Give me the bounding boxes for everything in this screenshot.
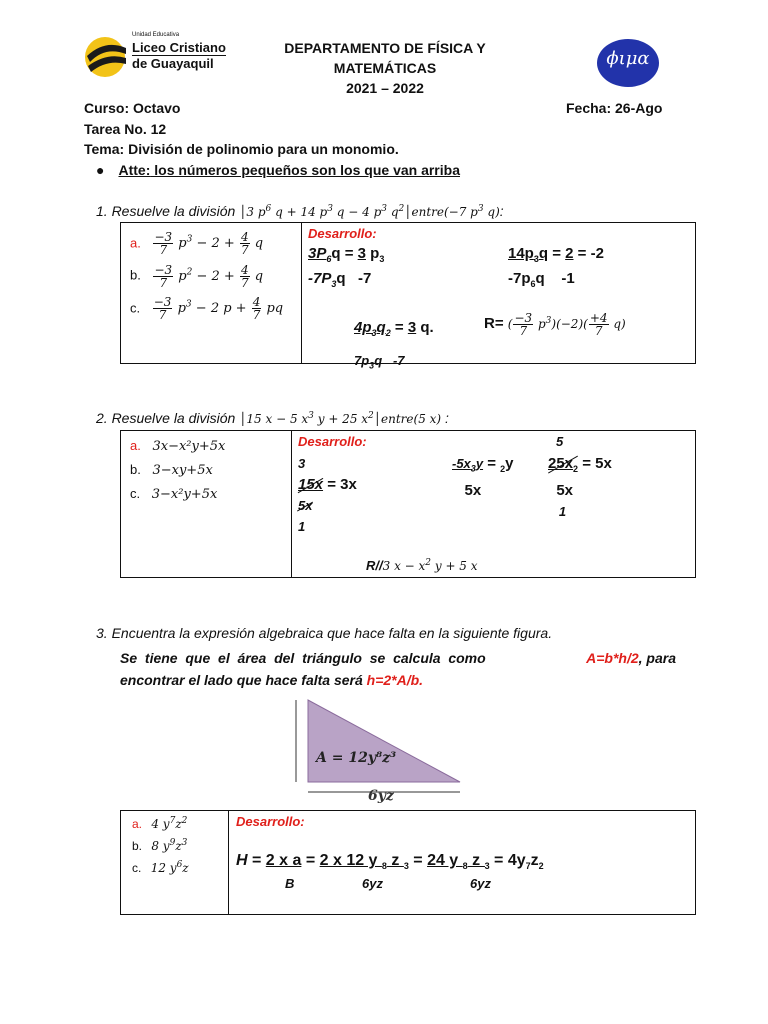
q3-option-b: b. 8 $y^9z^3$ xyxy=(132,838,188,853)
figure-area-label: A = 12y⁸z³ xyxy=(316,750,397,766)
q1-desarrollo: Desarrollo: xyxy=(308,226,377,241)
q1-result: R= ( $\frac{-3}{7}$ $p^3)(-2)$( $\frac{+4}{7}$ q) xyxy=(484,311,626,338)
school-logo xyxy=(82,32,232,80)
q1-option-c: c. $\frac{-3}{7}$ $p^3 - 2$ p + $\frac{4}{7}$ pq xyxy=(130,294,284,322)
q2-desarrollo: Desarrollo: xyxy=(298,434,367,449)
q3-options xyxy=(132,812,189,878)
q3-prompt: 3. Encuentra la expresión algebraica que hace falta en la siguiente figura. xyxy=(96,625,553,641)
figure-base-label: 6yz xyxy=(368,788,394,804)
q2-work-3: $25x_2 = 5x$ 5x 1 xyxy=(548,455,612,519)
page-title: DEPARTAMENTO DE FÍSICA Y MATEMÁTICAS 2021 – 2022 xyxy=(284,40,486,96)
q1-option-a: a. $\frac{-3}{7}$ $p^3 - 2$ + $\frac{4}{7}$ q xyxy=(130,230,264,258)
q2-option-c: c. 3−x²y+5x xyxy=(130,486,218,502)
q2-work-1: 3 15x = 3x 5x 1 xyxy=(298,456,357,534)
q2-answer: R//3 $x - x^2$ y + 5 x xyxy=(366,558,478,573)
q1-work-1: $3P_6q = 3$ $p_3$ $-7P_3q$ -7 xyxy=(308,245,385,289)
tarea: Tarea No. 12 xyxy=(84,121,167,137)
logo-small-text: Unidad Educativa xyxy=(132,32,180,38)
q3-den-1: 6yz xyxy=(362,876,383,891)
q3-work: H = 2 x a = 2 x 12 y $_8$ z $_3$ = 24 y $_8$ z $_3 = 4y_7z_2$ xyxy=(236,852,544,872)
logo-line2: de Guayaquil xyxy=(132,56,214,71)
q1-work-3: $4p_3q_2 = 3$ q. $7p_3q$ -7 xyxy=(354,319,434,371)
q3-option-a: a. 4 $y^7z^2$ xyxy=(132,816,188,831)
q3-b-label: B xyxy=(285,876,295,891)
fecha: Fecha: 26-Ago xyxy=(566,100,663,116)
q1-prompt: 1. Resuelve la división │3 $p^6$ q + 14 $p^3$ q − 4 $p^3$ $q^2│entre(-7$ $p^3$ q): xyxy=(96,203,504,219)
q2-work-2: $-5x_3y = _2y$ 5x xyxy=(452,455,514,499)
atte-note: ● Atte: los números pequeños son los que van arriba xyxy=(96,162,460,178)
q1-option-b: b. $\frac{-3}{7}$ $p^2 - 2$ + $\frac{4}{7}$ q xyxy=(130,262,264,290)
q3-desarrollo: Desarrollo: xyxy=(236,814,305,829)
q2-option-b: b. 3−xy+5x xyxy=(130,462,213,478)
q1-options xyxy=(130,226,283,323)
q3-option-c: c. 12 $y^6z$ xyxy=(132,860,189,875)
q2-prompt: 2. Resuelve la división │15 x − 5 $x^3$ y + 25 $x^2│entre(5$ x) : xyxy=(96,410,449,426)
triangle-figure xyxy=(288,694,464,806)
tema: Tema: División de polinomio para un monomio. xyxy=(84,141,399,157)
q3-explanation: Se tiene que el área del triángulo se calcula como A=b*h/2, para encontrar el lado que hace falta será h=2*A/b. xyxy=(120,650,676,688)
q3-den-2: 6yz xyxy=(470,876,491,891)
department-logo-text: ϕιμα xyxy=(606,48,650,69)
q1-work-2: $14p_3q = 2 = -2$ $-7p_6q$ -1 xyxy=(508,245,604,289)
department-logo xyxy=(596,38,660,88)
logo-line1: Liceo Cristiano xyxy=(132,40,226,55)
q2-option-a: a. 3x−x²y+5x xyxy=(130,438,226,454)
q2-options xyxy=(130,434,225,506)
curso: Curso: Octavo xyxy=(84,100,181,116)
school-logo-icon xyxy=(82,34,132,80)
